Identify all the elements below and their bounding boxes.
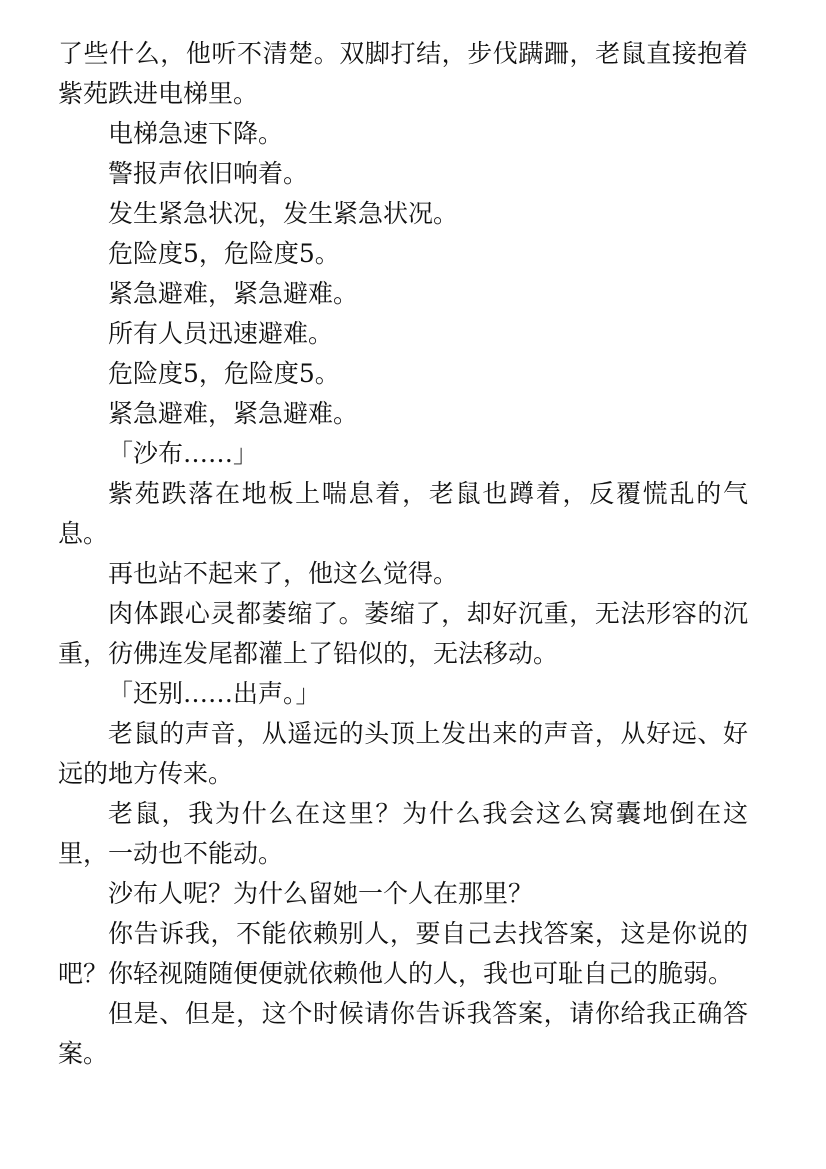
paragraph: 紫苑跌落在地板上喘息着，老鼠也蹲着，反覆慌乱的气息。 [58,479,748,548]
paragraph: 老鼠，我为什么在这里？为什么我会这么窝囊地倒在这里，一动也不能动。 [58,799,748,868]
paragraph: 危险度5，危险度5。 [108,239,340,268]
paragraph: 所有人员迅速避难。 [108,319,334,348]
paragraph: 但是、但是，这个时候请你告诉我答案，请你给我正确答案。 [58,999,748,1068]
paragraph: 紧急避难，紧急避难。 [108,399,359,428]
paragraph: 肉体跟心灵都萎缩了。萎缩了，却好沉重，无法形容的沉重，彷佛连发尾都灌上了铅似的，无法移动。 [58,599,748,668]
paragraph: 电梯急速下降。 [108,119,284,148]
dialogue-line: 「沙布……」 [108,439,259,468]
document-page [58,34,748,1074]
paragraph-continued: 了些什么，他听不清楚。双脚打结，步伐蹒跚，老鼠直接抱着紫苑跌进电梯里。 [58,39,748,108]
paragraph: 紧急避难，紧急避难。 [108,279,359,308]
dialogue-line: 「还别……出声。」 [108,679,321,708]
paragraph: 你告诉我，不能依赖别人，要自己去找答案，这是你说的吧？你轻视随随便便就依赖他人的人，我也可耻自己的脆弱。 [58,919,748,988]
paragraph: 沙布人呢？为什么留她一个人在那里？ [108,879,534,908]
paragraph: 老鼠的声音，从遥远的头顶上发出来的声音，从好远、好远的地方传来。 [58,719,748,788]
paragraph: 危险度5，危险度5。 [108,359,340,388]
paragraph: 再也站不起来了，他这么觉得。 [108,559,459,588]
paragraph: 发生紧急状况，发生紧急状况。 [108,199,459,228]
paragraph: 警报声依旧响着。 [108,159,309,188]
